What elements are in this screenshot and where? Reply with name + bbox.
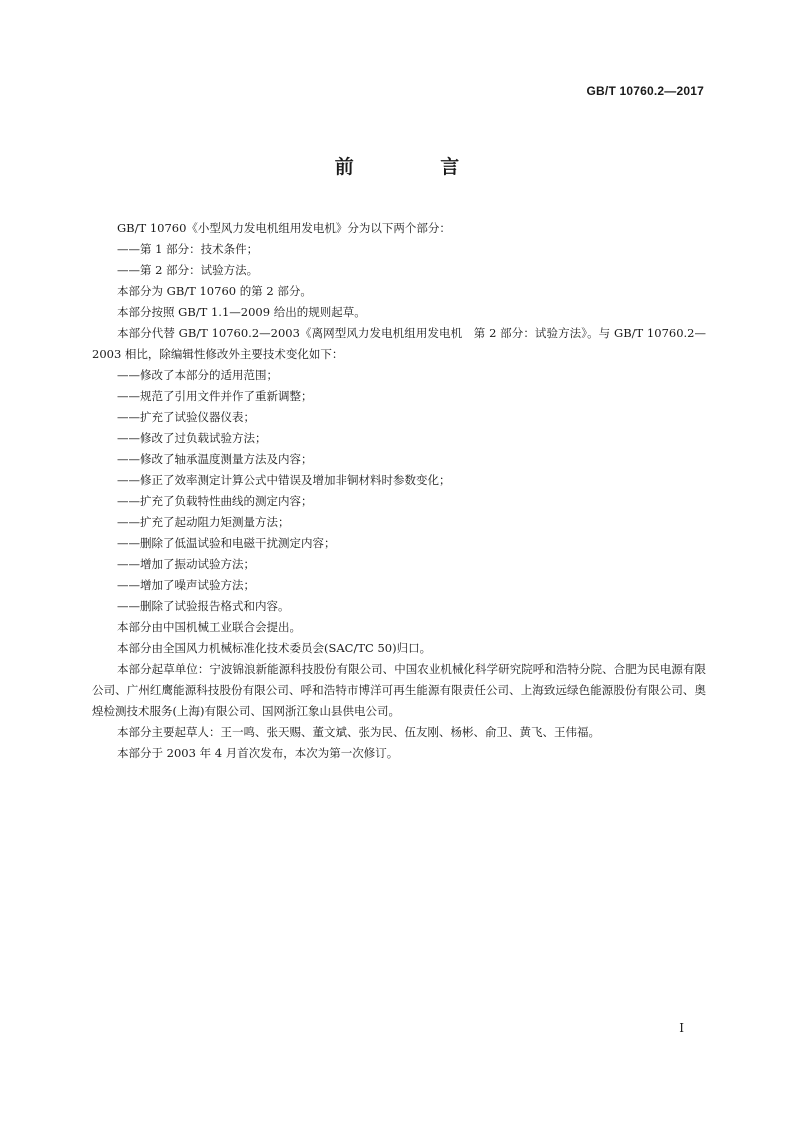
paragraph: 本部分为 GB/T 10760 的第 2 部分。 [117,284,312,298]
foreword-body [92,218,706,764]
paragraph: 本部分代替 GB/T 10760.2—2003《离网型风力发电机组用发电机 第 2 部分：试验方法》。与 GB/T 10760.2—2003 相比，除编辑性修改外主要技术变化如下： [92,326,706,361]
list-item: ——扩充了负载特性曲线的测定内容； [117,494,313,508]
list-item: ——删除了低温试验和电磁干扰测定内容； [117,536,336,550]
paragraph: 本部分起草单位：宁波锦浪新能源科技股份有限公司、中国农业机械化科学研究院呼和浩特分院、合肥为民电源有限公司、广州红鹰能源科技股份有限公司、呼和浩特市博洋可再生能源有限责任公司、上海致远绿色能源股份有限公司、奥煌检测技术服务(上海)有限公司、国网浙江象山县供电公司。 [92,662,706,718]
list-item: ——扩充了起动阻力矩测量方法； [117,515,290,529]
page-number: I [679,1021,684,1035]
list-item: ——第 2 部分：试验方法。 [117,263,259,277]
list-item: ——增加了振动试验方法； [117,557,255,571]
paragraph: 本部分主要起草人：王一鸣、张天赐、董文斌、张为民、伍友刚、杨彬、俞卫、黄飞、王伟福。 [117,725,600,739]
list-item: ——修改了轴承温度测量方法及内容； [117,452,313,466]
standard-code: GB/T 10760.2—2017 [586,84,704,98]
list-item: ——修正了效率测定计算公式中错误及增加非铜材料时参数变化； [117,473,451,487]
list-item: ——修改了本部分的适用范围； [117,368,278,382]
list-item: ——第 1 部分：技术条件； [117,242,259,256]
paragraph: 本部分于 2003 年 4 月首次发布，本次为第一次修订。 [117,746,399,760]
list-item: ——修改了过负载试验方法； [117,431,267,445]
list-item: ——规范了引用文件并作了重新调整； [117,389,313,403]
page-title: 前 言 [334,156,500,178]
list-item: ——扩充了试验仪器仪表； [117,410,255,424]
paragraph: GB/T 10760《小型风力发电机组用发电机》分为以下两个部分： [117,221,451,235]
list-item: ——增加了噪声试验方法； [117,578,255,592]
paragraph: 本部分由中国机械工业联合会提出。 [117,620,301,634]
list-item: ——删除了试验报告格式和内容。 [117,599,290,613]
paragraph: 本部分按照 GB/T 1.1—2009 给出的规则起草。 [117,305,366,319]
paragraph: 本部分由全国风力机械标准化技术委员会(SAC/TC 50)归口。 [117,641,432,655]
